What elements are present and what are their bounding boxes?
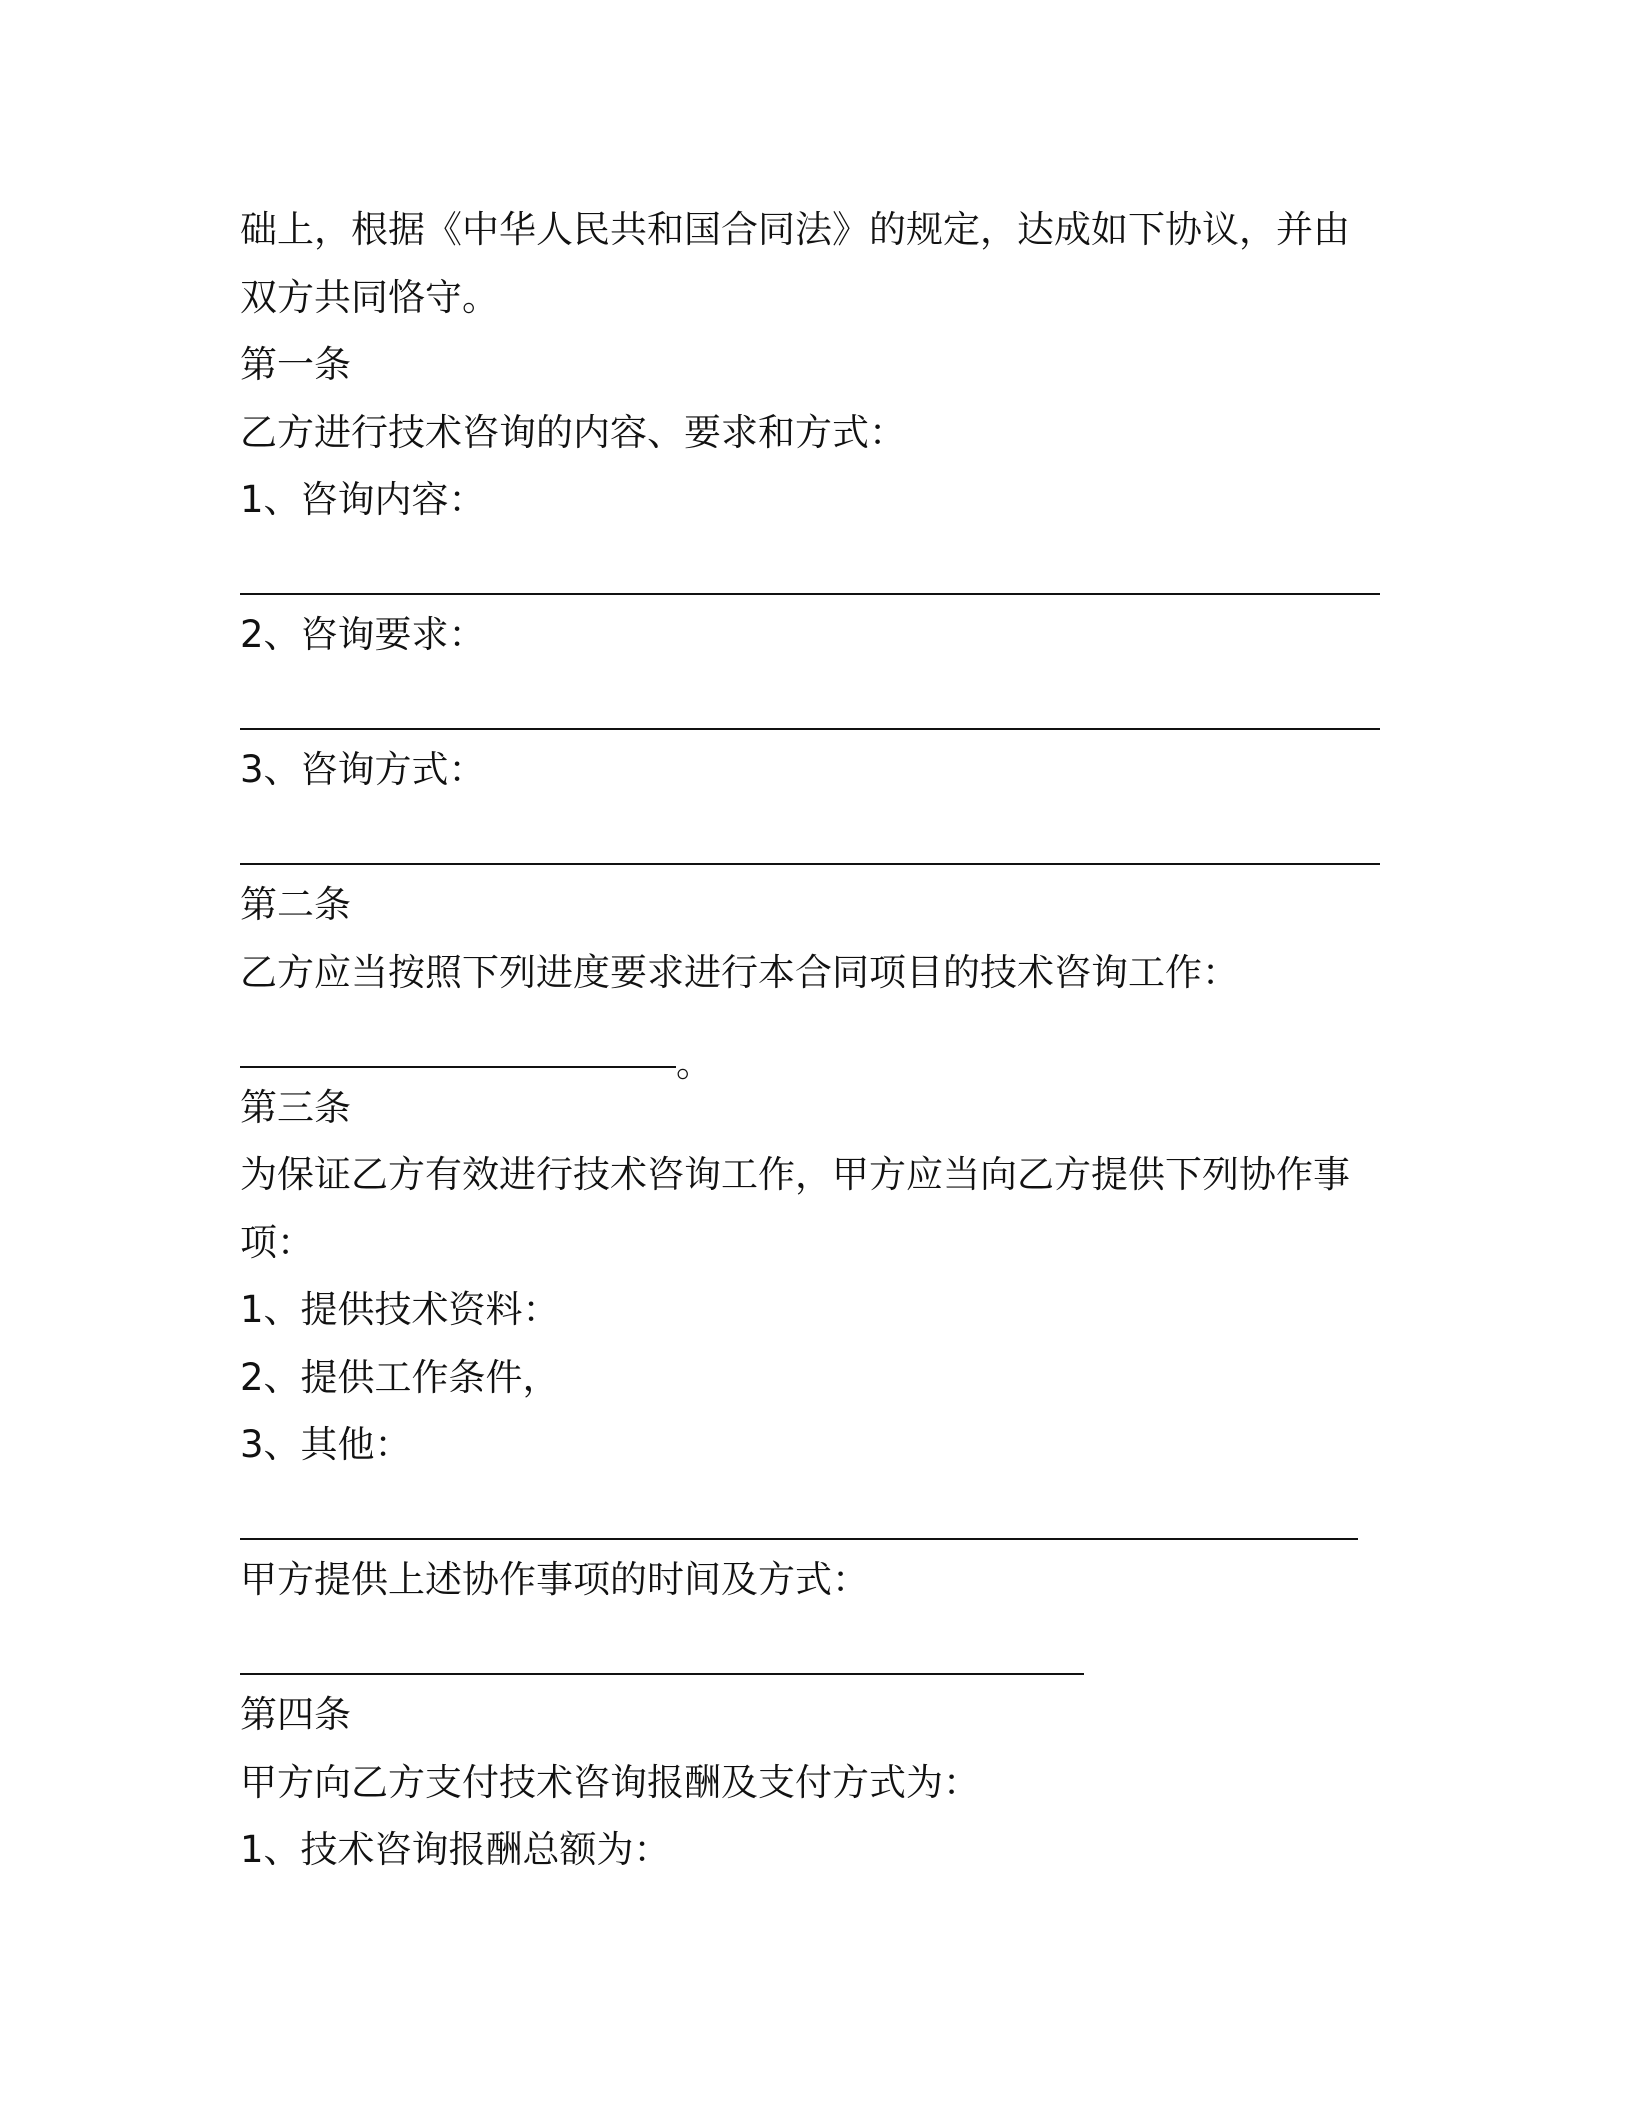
article-1-item-2-blank[interactable] [240, 669, 1380, 737]
article-1-item-1: 1、咨询内容： [240, 478, 486, 521]
fill-in-line [240, 1066, 676, 1068]
article-1-title: 第一条 [240, 343, 351, 386]
article-3-time-method: 甲方提供上述协作事项的时间及方式： [240, 1558, 869, 1601]
article-2-lead: 乙方应当按照下列进度要求进行本合同项目的技术咨询工作： [240, 950, 1239, 994]
intro-line-2: 双方共同恪守。 [240, 275, 499, 319]
article-3-time-method-blank[interactable] [240, 1614, 1380, 1682]
period-mark: 。 [676, 1041, 713, 1085]
article-3-item-2: 2、提供工作条件， [240, 1355, 560, 1399]
article-1-item-2: 2、咨询要求： [240, 613, 486, 656]
fill-in-line [240, 1673, 1084, 1675]
article-2-progress-blank[interactable] [240, 1006, 1380, 1085]
fill-in-line [240, 728, 1380, 730]
article-1-lead: 乙方进行技术咨询的内容、要求和方式： [240, 410, 906, 454]
article-3-lead-line-1: 为保证乙方有效进行技术咨询工作，甲方应当向乙方提供下列协作事 [240, 1153, 1350, 1196]
article-1-item-3-blank[interactable] [240, 804, 1380, 872]
article-1-item-3: 3、咨询方式： [240, 748, 486, 791]
fill-in-line [240, 863, 1380, 865]
article-4-title: 第四条 [240, 1693, 351, 1736]
article-3-lead-line-2: 项： [240, 1220, 314, 1264]
intro-line-1: 础上，根据《中华人民共和国合同法》的规定，达成如下协议，并由 [240, 208, 1350, 251]
article-1-item-1-blank[interactable] [240, 534, 1380, 602]
article-3-other-blank[interactable] [240, 1479, 1380, 1547]
article-3-item-1: 1、提供技术资料： [240, 1288, 560, 1331]
article-4-item-1: 1、技术咨询报酬总额为： [240, 1828, 671, 1871]
article-4-lead: 甲方向乙方支付技术咨询报酬及支付方式为： [240, 1760, 980, 1804]
article-2-title: 第二条 [240, 883, 351, 926]
fill-in-line [240, 1538, 1358, 1540]
article-3-item-3: 3、其他： [240, 1423, 412, 1466]
document-page [240, 196, 1380, 1884]
fill-in-line [240, 593, 1380, 595]
article-3-title: 第三条 [240, 1085, 351, 1129]
